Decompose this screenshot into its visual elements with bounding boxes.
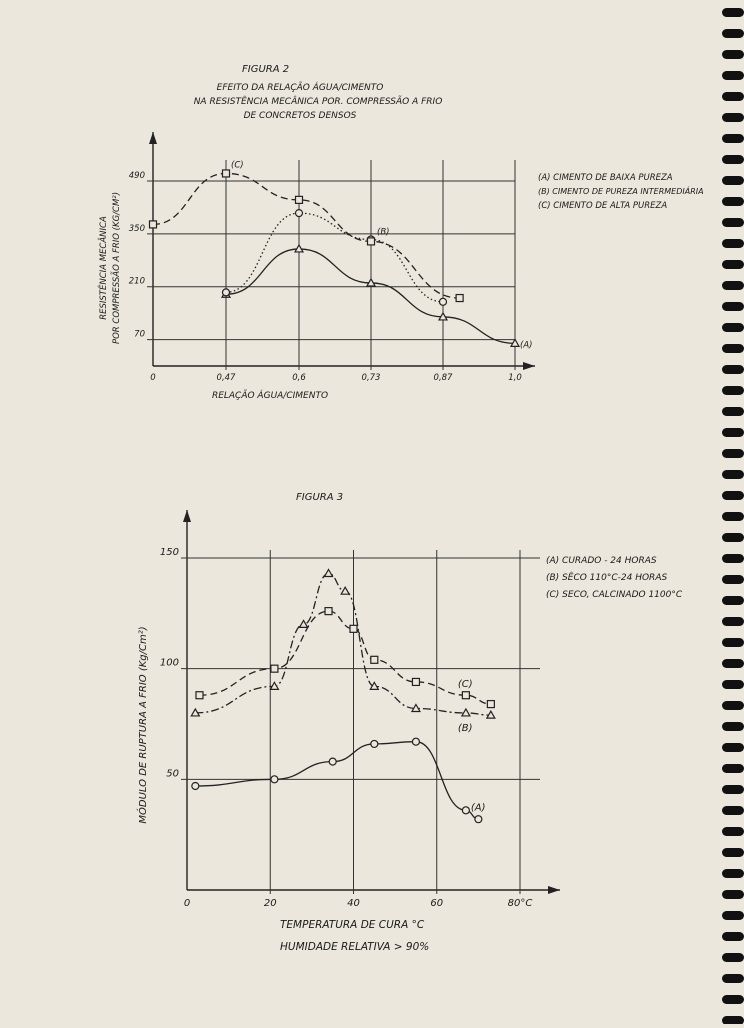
figure-2-label: FIGURA 2 <box>242 64 290 75</box>
spiral-coil <box>722 302 744 311</box>
data-point <box>271 776 278 783</box>
spiral-coil <box>722 491 744 500</box>
spiral-coil <box>722 428 744 437</box>
figure-3-ylabel: MÓDULO DE RUPTURA A FRIO (Kg/Cm²) <box>138 626 149 824</box>
spiral-coil <box>722 869 744 878</box>
data-point <box>371 656 378 663</box>
spiral-coil <box>722 407 744 416</box>
spiral-coil <box>722 386 744 395</box>
x-tick-label: 20 <box>263 898 277 909</box>
spiral-coil <box>722 533 744 542</box>
y-tick-label: 210 <box>128 276 145 287</box>
x-axis-arrow-icon <box>548 886 560 894</box>
spiral-coil <box>722 575 744 584</box>
spiral-coil <box>722 218 744 227</box>
data-point <box>325 608 332 615</box>
spiral-coil <box>722 617 744 626</box>
figure-2-title-line-2: NA RESISTÊNCIA MECÂNICA POR. COMPRESSÃO A FRIO <box>193 97 443 107</box>
figure-2-ylabel-2: POR COMPRESSÃO A FRIO (KG/CM²) <box>112 191 122 345</box>
series-tag: (A) <box>470 802 486 814</box>
y-axis-arrow-icon <box>149 132 157 144</box>
x-tick-label: 0 <box>150 373 156 383</box>
spiral-coil <box>722 113 744 122</box>
spiral-coil <box>722 701 744 710</box>
figure-3-legend-a: (A) CURADO - 24 HORAS <box>546 556 657 566</box>
series-tag: (B) <box>457 722 473 734</box>
spiral-coil <box>722 806 744 815</box>
figure-3-legend-c: (C) SECO, CALCINADO 1100°C <box>546 590 683 600</box>
spiral-coil <box>722 932 744 941</box>
data-point <box>412 738 419 745</box>
figure-3-label: FIGURA 3 <box>296 492 344 503</box>
data-point <box>296 210 303 217</box>
spiral-coil <box>722 785 744 794</box>
series-tag: (A) <box>520 340 533 351</box>
data-point <box>296 196 303 203</box>
spiral-binding <box>708 0 744 1024</box>
series-c-line <box>153 173 460 298</box>
x-tick-label: 0,47 <box>216 373 236 383</box>
x-tick-label: 40 <box>347 898 360 909</box>
spiral-coil <box>722 197 744 206</box>
y-axis-arrow-icon <box>183 510 191 522</box>
x-tick-label: 60 <box>430 898 444 909</box>
series-tag: (C) <box>457 679 473 691</box>
data-point <box>329 758 336 765</box>
y-tick-label: 150 <box>159 547 179 558</box>
figure-2-chart <box>97 64 704 401</box>
data-point <box>350 625 357 632</box>
data-point <box>325 569 333 576</box>
data-point <box>475 816 482 823</box>
series-c-line <box>199 611 490 704</box>
spiral-coil <box>722 995 744 1004</box>
spiral-coil <box>722 323 744 332</box>
x-tick-label: 0,73 <box>361 373 381 383</box>
spiral-coil <box>722 344 744 353</box>
figure-2-legend-a: (A) CIMENTO DE BAIXA PUREZA <box>538 173 673 183</box>
figure-3-xlabel-2: HUMIDADE RELATIVA > 90% <box>280 941 430 953</box>
spiral-coil <box>722 29 744 38</box>
y-tick-label: 50 <box>166 768 179 780</box>
spiral-coil <box>722 554 744 563</box>
data-point <box>371 740 378 747</box>
data-point <box>223 289 230 296</box>
data-point <box>300 620 308 627</box>
series-a-line <box>195 742 478 819</box>
data-point <box>196 692 203 699</box>
spiral-coil <box>722 260 744 269</box>
data-point <box>192 782 199 789</box>
spiral-coil <box>722 176 744 185</box>
data-point <box>456 295 463 302</box>
spiral-coil <box>722 50 744 59</box>
spiral-coil <box>722 92 744 101</box>
spiral-coil <box>722 596 744 605</box>
spiral-coil <box>722 974 744 983</box>
spiral-coil <box>722 911 744 920</box>
data-point <box>462 692 469 699</box>
spiral-coil <box>722 1016 744 1024</box>
figure-2-xlabel: RELAÇÃO ÁGUA/CIMENTO <box>211 391 329 401</box>
data-point <box>368 238 375 245</box>
spiral-coil <box>722 470 744 479</box>
data-point <box>440 298 447 305</box>
figure-3-chart <box>136 492 683 953</box>
spiral-coil <box>722 512 744 521</box>
y-tick-label: 70 <box>134 329 145 340</box>
y-tick-label: 490 <box>128 171 145 181</box>
spiral-coil <box>722 953 744 962</box>
spiral-coil <box>722 680 744 689</box>
series-tag: (C) <box>231 160 244 171</box>
x-tick-label: 0,6 <box>292 373 306 383</box>
figure-2-title-line-1: EFEITO DA RELAÇÃO ÁGUA/CIMENTO <box>216 83 384 93</box>
spiral-coil <box>722 239 744 248</box>
spiral-coil <box>722 743 744 752</box>
spiral-coil <box>722 281 744 290</box>
series-b-line <box>226 213 443 302</box>
data-point <box>271 665 278 672</box>
figure-2-legend-b: (B) CIMENTO DE PUREZA INTERMEDIÁRIA <box>538 187 704 196</box>
spiral-coil <box>722 449 744 458</box>
figure-2-ylabel-1: RESISTÊNCIA MECÂNICA <box>99 216 109 320</box>
data-point <box>412 678 419 685</box>
x-tick-label: 80°C <box>507 898 533 909</box>
spiral-coil <box>722 71 744 80</box>
spiral-coil <box>722 827 744 836</box>
spiral-coil <box>722 848 744 857</box>
spiral-coil <box>722 764 744 773</box>
x-tick-label: 0 <box>183 898 191 909</box>
data-point <box>462 709 470 716</box>
figure-3-xlabel-1: TEMPERATURA DE CURA °C <box>280 919 425 931</box>
spiral-coil <box>722 365 744 374</box>
x-tick-label: 0,87 <box>433 373 453 383</box>
y-tick-label: 100 <box>159 657 179 669</box>
data-point <box>223 170 230 177</box>
spiral-coil <box>722 659 744 668</box>
spiral-coil <box>722 722 744 731</box>
spiral-coil <box>722 890 744 899</box>
y-tick-label: 350 <box>128 223 145 234</box>
figure-2-legend-c: (C) CIMENTO DE ALTA PUREZA <box>538 201 668 211</box>
spiral-coil <box>722 155 744 164</box>
spiral-coil <box>722 134 744 143</box>
spiral-coil <box>722 8 744 17</box>
figure-3-legend-b: (B) SÊCO 110°C-24 HORAS <box>546 573 668 583</box>
x-axis-arrow-icon <box>523 362 535 370</box>
data-point <box>150 221 157 228</box>
spiral-coil <box>722 638 744 647</box>
figure-2-title-line-3: DE CONCRETOS DENSOS <box>243 111 357 121</box>
data-point <box>487 701 494 708</box>
data-point <box>341 587 349 594</box>
series-tag: (B) <box>377 227 390 238</box>
x-tick-label: 1,0 <box>508 373 522 383</box>
data-point <box>462 807 469 814</box>
